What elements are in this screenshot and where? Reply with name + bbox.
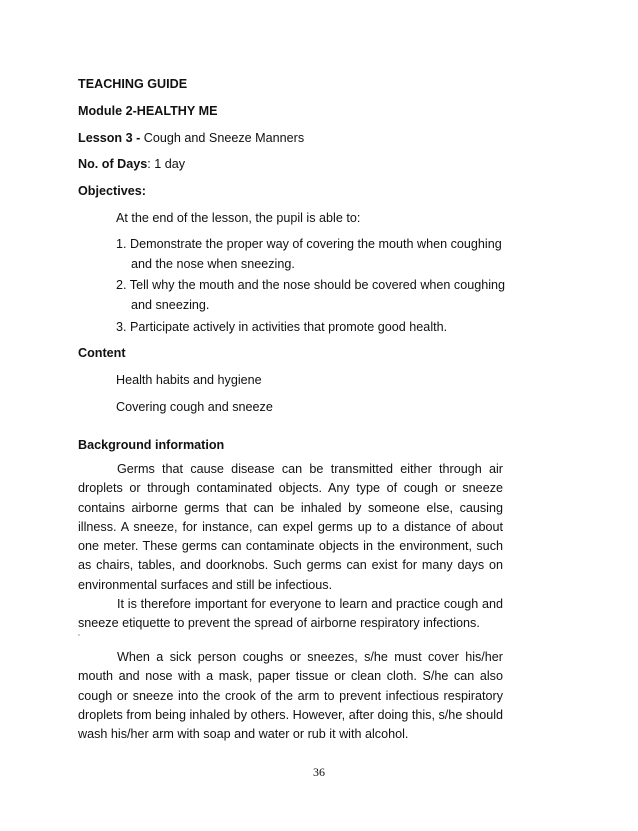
lesson-line [78,131,304,145]
background-heading: Background information [78,438,225,452]
page-number: 36 [313,765,325,779]
objective-item [116,317,516,337]
lesson-title: Cough and Sneeze Manners [143,131,305,145]
objectives-heading: Objectives: [78,184,146,198]
days-value: : 1 day [147,157,186,171]
objective-item [116,234,516,274]
background-paragraph: Germs that cause disease can be transmitted either through air droplets or through contaminated objects. Any type of cough or sneeze contains airborne germs that can be inhaled by someone else, causing illness. A sneeze, for instance, can expel germs up to a distance of about one meter. These germs can contaminate objects in the environment, such as chairs, tables, and doorknobs. Such germs can exist for many days on environmental surfaces and still be infectious. [78,462,503,592]
objective-item [116,275,516,315]
objectives-intro: At the end of the lesson, the pupil is able to: [116,211,361,225]
module-title: Module 2-HEALTHY ME [78,104,218,118]
content-item: Health habits and hygiene [116,373,262,387]
content-heading: Content [78,346,126,360]
objective-item-text: 2. Tell why the mouth and the nose should be covered when coughing and sneezing. [116,278,506,312]
content-item: Covering cough and sneeze [116,400,273,414]
background-paragraph: It is therefore important for everyone to learn and practice cough and sneeze etiquette to prevent the spread of airborne respiratory infections. [78,597,503,631]
scan-mark [78,634,80,636]
lesson-label: Lesson 3 - [78,131,144,145]
guide-title: TEACHING GUIDE [78,77,188,91]
days-line [78,157,185,171]
objective-item-text: 3. Participate actively in activities that promote good health. [116,320,448,334]
background-paragraph: When a sick person coughs or sneezes, s/he must cover his/her mouth and nose with a mask, paper tissue or clean cloth. S/he can also cough or sneeze into the crook of the arm to prevent infectious respiratory droplets from being inhaled by others. However, after doing this, s/he should wash his/her arm with soap and water or rub it with alcohol. [78,650,503,742]
days-label: No. of Days [78,157,148,171]
objective-item-text: 1. Demonstrate the proper way of covering the mouth when coughing and the nose when sneezing. [116,237,502,271]
